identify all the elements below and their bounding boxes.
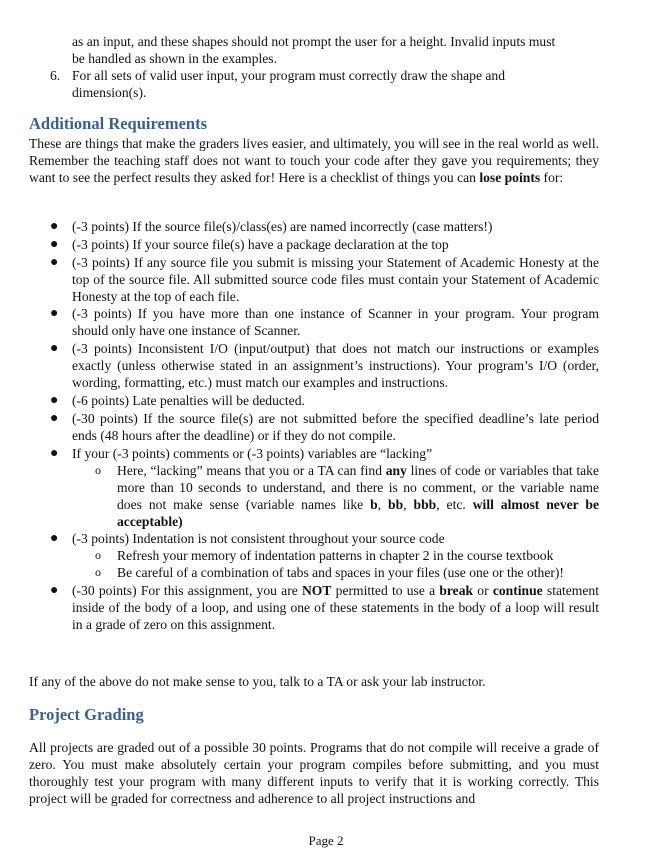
- sub-text: ,: [403, 496, 414, 512]
- list-item: [0, 254, 599, 305]
- indentation-sublist: [72, 547, 599, 581]
- requirements-checklist: [0, 218, 652, 634]
- bullet-icon: ●: [50, 341, 59, 357]
- bullet-icon: ●: [50, 219, 59, 234]
- project-grading-heading: Project Grading: [29, 705, 144, 724]
- bullet-text: (-6 points) Late penalties will be deducted.: [72, 392, 305, 408]
- sub-text: lines of code or variables that take more than 10 seconds to understand, and there is no comment, or the variable name does not make sense (variable names like: [117, 462, 599, 512]
- sub-list-item: [72, 564, 599, 581]
- list-item: [0, 305, 599, 339]
- project-grading-text: All projects are graded out of a possible 30 points. Programs that do not compile will receive a grade of zero. You must make absolutely certain your program compiles before submitting, and you must thoroughly test your program with many different inputs to verify that it is working correctly. This project will be graded for correctness and adherence to all project instructions and: [29, 740, 599, 806]
- bullet-icon: ●: [50, 531, 59, 547]
- list-item: [0, 236, 599, 253]
- circle-bullet-icon: o: [95, 565, 101, 580]
- sub-text: , etc.: [436, 496, 473, 512]
- bullet-icon: ●: [50, 392, 59, 408]
- intro-text: These are things that make the graders lives easier, and ultimately, you will see in the real world as well. Remember the teaching staff does not want to touch your code after they gave you requirements; they want to see the perfect results they asked for! Here is a checklist of things you can: [29, 136, 599, 185]
- sub-bold: will almost never be acceptable): [117, 496, 599, 529]
- bullet-text: (-3 points) If any source file you submit is missing your Statement of Academic Honesty at the top of the source file. All submitted source code files must contain your Statement of Academic Honesty at the top of each file.: [72, 254, 599, 304]
- bullet-icon: ●: [50, 254, 59, 270]
- sub-text: ,: [377, 496, 389, 512]
- bullet-text: (-30 points) If the source file(s) are not submitted before the specified deadline’s late period ends (48 hours after the deadline) or if they do not compile.: [72, 410, 599, 443]
- lacking-sublist: [72, 462, 599, 530]
- circle-bullet-icon: o: [95, 462, 101, 477]
- item-6-text: For all sets of valid user input, your program must correctly draw the shape and dimension(s).: [72, 68, 506, 100]
- bullet-text: (-3 points) Indentation is not consistent throughout your source code: [72, 531, 445, 547]
- sub-list-item: [72, 462, 599, 530]
- bullet-text: (-3 points) If the source file(s)/class(es) are named incorrectly (case matters!): [72, 219, 493, 234]
- list-continuation: [72, 33, 599, 67]
- sub-bold: any: [385, 462, 407, 478]
- list-item: [0, 410, 599, 444]
- bullet-icon: ●: [50, 236, 59, 252]
- bullet-text: If your (-3 points) comments or (-3 points) variables are “lacking”: [72, 445, 433, 461]
- page-number: Page 2: [308, 833, 344, 848]
- bullet-text: (-3 points) If your source file(s) have a package declaration at the top: [72, 236, 449, 252]
- sub-bold: bb: [388, 496, 404, 512]
- additional-requirements-heading: Additional Requirements: [29, 114, 208, 133]
- bullet-text: (-30 points) For this assignment, you are: [72, 583, 302, 599]
- closing-note: If any of the above do not make sense to you, talk to a TA or ask your lab instructor.: [29, 674, 486, 689]
- sub-list-item: [72, 547, 599, 564]
- intro-bold: lose points: [479, 170, 541, 185]
- item-6-number: 6.: [50, 68, 61, 83]
- additional-requirements-intro: [29, 135, 599, 186]
- bullet-text: statement inside of the body of a loop, and using one of these statements in the body of a loop will result in a grade of zero on this assignment.: [72, 583, 599, 633]
- sub-text: Refresh your memory of indentation patterns in chapter 2 in the course textbook: [117, 548, 554, 564]
- list-item: [0, 530, 599, 581]
- bullet-bold: NOT: [301, 583, 332, 599]
- bullet-bold: break: [439, 583, 474, 599]
- continuation-line-1: as an input, and these shapes should not prompt the user for a height. Invalid inputs must: [72, 34, 556, 49]
- circle-bullet-icon: o: [95, 548, 101, 563]
- continuation-line-2: be handled as shown in the examples.: [72, 51, 277, 66]
- bullet-bold: continue: [492, 583, 543, 599]
- bullet-text: (-3 points) If you have more than one instance of Scanner in your program. Your program should only have one instance of Scanner.: [72, 306, 599, 339]
- sub-bold: bbb: [413, 496, 437, 512]
- intro-end: for:: [540, 170, 564, 185]
- sub-text: Be careful of a combination of tabs and spaces in your files (use one or the other)!: [117, 565, 564, 581]
- bullet-icon: ●: [50, 583, 59, 599]
- sub-bold: b: [370, 496, 378, 512]
- list-item: [0, 582, 599, 633]
- bullet-text: or: [473, 583, 493, 599]
- bullet-text: permitted to use a: [331, 583, 440, 599]
- list-item: [0, 340, 599, 391]
- bullet-text: (-3 points) Inconsistent I/O (input/output) that does not match our instructions or examples exactly (unless otherwise stated in an assignment’s instructions). Your program’s I/O (order, wording, formatting, etc.) must match our examples and instructions.: [72, 341, 599, 391]
- bullet-icon: ●: [50, 410, 59, 426]
- list-item: [0, 218, 599, 235]
- list-item: [0, 392, 599, 409]
- bullet-icon: ●: [50, 445, 59, 461]
- bullet-icon: ●: [50, 306, 59, 322]
- list-item: [0, 445, 599, 530]
- sub-text: Here, “lacking” means that you or a TA can find: [117, 462, 386, 478]
